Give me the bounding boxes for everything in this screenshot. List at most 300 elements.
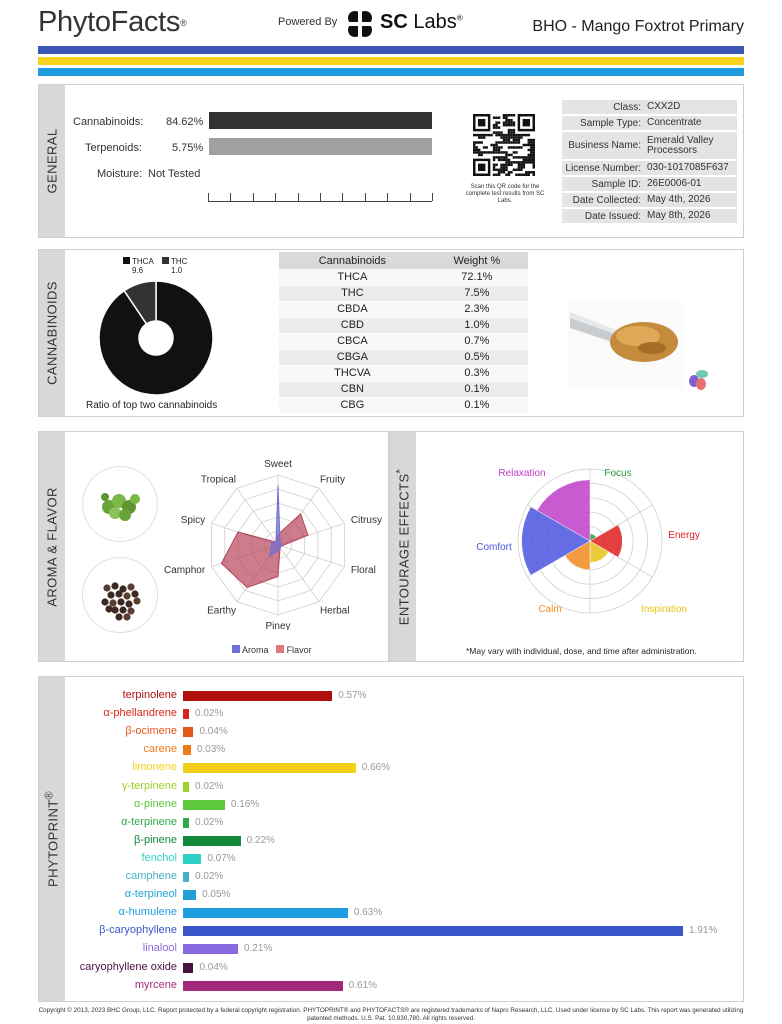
terpene-value: 0.22% bbox=[246, 834, 275, 846]
peppercorn bbox=[117, 598, 124, 605]
qr-module bbox=[505, 124, 507, 126]
info-value: 26E0006-01 bbox=[644, 177, 737, 191]
qr-module bbox=[515, 141, 517, 143]
qr-module bbox=[530, 161, 532, 163]
qr-module bbox=[533, 141, 535, 143]
qr-module bbox=[520, 166, 522, 168]
info-key: Sample ID: bbox=[562, 177, 644, 191]
terpene-value: 0.04% bbox=[199, 726, 228, 738]
aroma-series bbox=[270, 486, 282, 557]
terpene-bar bbox=[183, 818, 189, 828]
qr-module bbox=[498, 159, 500, 161]
qr-module bbox=[528, 134, 530, 136]
terpene-value: 0.16% bbox=[230, 798, 260, 810]
peppercorn bbox=[119, 606, 126, 613]
qr-module bbox=[513, 136, 515, 138]
axis-tick bbox=[365, 193, 366, 201]
qr-module bbox=[510, 141, 512, 143]
qr-module bbox=[508, 124, 510, 126]
cannabinoid-name: CBCA bbox=[279, 333, 426, 349]
info-key: Date Collected: bbox=[562, 193, 644, 207]
qr-module bbox=[518, 136, 520, 138]
qr-module bbox=[478, 141, 480, 143]
cannabinoids-table bbox=[279, 252, 528, 414]
qr-module bbox=[493, 159, 495, 161]
qr-module bbox=[518, 161, 520, 163]
qr-module bbox=[533, 146, 535, 148]
cannabinoid-weight: 0.1% bbox=[426, 381, 528, 397]
qr-module bbox=[480, 154, 482, 156]
stripe-blue bbox=[38, 46, 744, 54]
axis-tick bbox=[387, 193, 388, 201]
qr-module bbox=[515, 156, 517, 158]
copyright-footer: Copyright © 2013, 2023 BHC Group, LLC. Report protected by a federal copyright registration. PHYTOPRINT® and PHYTOFACTS® are registered trademarks of Napro Research, LLC. Used under license by SC Labs. This report was generated utilizing patented methods. U.S. Pat. 10,830,780. All rights reserved. bbox=[38, 1007, 744, 1022]
entourage-tab bbox=[390, 432, 416, 661]
qr-module bbox=[490, 134, 492, 136]
qr-module bbox=[528, 171, 530, 173]
terpene-bar bbox=[183, 691, 332, 701]
qr-module bbox=[498, 156, 500, 158]
qr-module bbox=[500, 164, 502, 166]
qr-module bbox=[500, 151, 502, 153]
terpene-label: α-terpineol bbox=[124, 888, 177, 901]
qr-module bbox=[513, 131, 515, 133]
terpene-bar bbox=[183, 981, 343, 991]
cannabinoid-row bbox=[279, 317, 528, 333]
qr-module bbox=[525, 171, 527, 173]
qr-module bbox=[493, 124, 495, 126]
qr-module bbox=[518, 134, 520, 136]
qr-module bbox=[520, 161, 522, 163]
radar-axis-label: Piney bbox=[265, 621, 291, 630]
terpene-bar bbox=[183, 727, 193, 737]
qr-module bbox=[473, 146, 475, 148]
qr-module bbox=[533, 166, 535, 168]
qr-module bbox=[480, 136, 482, 138]
info-value: May 8th, 2026 bbox=[644, 209, 737, 223]
qr-module bbox=[525, 134, 527, 136]
terpene-bar bbox=[183, 944, 238, 954]
col-cannabinoids: Cannabinoids bbox=[279, 252, 426, 269]
qr-module bbox=[523, 159, 525, 161]
qr-module bbox=[530, 144, 532, 146]
qr-module bbox=[505, 121, 507, 123]
terpene-label: α-terpinene bbox=[121, 815, 177, 828]
legend-thc: THC 1.0 bbox=[162, 257, 187, 275]
terpene-bar bbox=[183, 709, 189, 719]
qr-module bbox=[495, 141, 497, 143]
hops-image bbox=[82, 466, 158, 542]
qr-module bbox=[495, 164, 497, 166]
cannabinoids-value: 84.62% bbox=[166, 116, 204, 128]
cannabinoids-bar bbox=[209, 112, 432, 129]
qr-module bbox=[500, 131, 502, 133]
qr-module bbox=[520, 136, 522, 138]
qr-module bbox=[513, 141, 515, 143]
qr-module bbox=[493, 156, 495, 158]
qr-module bbox=[533, 164, 535, 166]
entourage-note: *May vary with individual, dose, and time after administration. bbox=[466, 646, 697, 656]
qr-module bbox=[493, 169, 495, 171]
qr-module bbox=[528, 174, 530, 176]
qr-module bbox=[513, 156, 515, 158]
general-axis bbox=[208, 194, 432, 202]
qr-module bbox=[493, 151, 495, 153]
qr-module bbox=[480, 151, 482, 153]
qr-module bbox=[483, 134, 485, 136]
qr-module bbox=[480, 141, 482, 143]
qr-module bbox=[498, 126, 500, 128]
qr-module bbox=[503, 166, 505, 168]
qr-module bbox=[503, 151, 505, 153]
cannabinoid-weight: 0.3% bbox=[426, 365, 528, 381]
terpene-bar bbox=[183, 763, 356, 773]
qr-module bbox=[518, 156, 520, 158]
cannabinoids-tab bbox=[39, 250, 65, 416]
qr-module bbox=[528, 154, 530, 156]
terpene-label: linalool bbox=[142, 942, 177, 955]
terpene-bar bbox=[183, 908, 348, 918]
qr-module bbox=[508, 136, 510, 138]
qr-module bbox=[495, 144, 497, 146]
flavor-legend-label: Flavor bbox=[286, 645, 312, 655]
terpene-bar bbox=[183, 926, 683, 936]
radar-axis-label: Sweet bbox=[264, 459, 292, 470]
cannabinoid-weight: 0.5% bbox=[426, 349, 528, 365]
terpene-bar bbox=[183, 782, 189, 792]
qr-module bbox=[520, 134, 522, 136]
qr-module bbox=[473, 151, 475, 153]
qr-module bbox=[530, 159, 532, 161]
product-title: BHO - Mango Foxtrot Primary bbox=[532, 18, 744, 35]
qr-finder-core bbox=[478, 119, 485, 126]
qr-module bbox=[503, 124, 505, 126]
qr-module bbox=[533, 139, 535, 141]
peppercorn bbox=[107, 591, 114, 598]
qr-module bbox=[493, 149, 495, 151]
qr-module bbox=[503, 164, 505, 166]
qr-module bbox=[530, 146, 532, 148]
qr-module bbox=[495, 151, 497, 153]
qr-module bbox=[515, 174, 517, 176]
qr-module bbox=[500, 146, 502, 148]
effect-label-calm: Calm bbox=[538, 604, 562, 615]
qr-module bbox=[525, 144, 527, 146]
cannabinoid-name: CBDA bbox=[279, 301, 426, 317]
radar-spoke bbox=[278, 545, 319, 602]
qr-module bbox=[505, 174, 507, 176]
qr-module bbox=[523, 156, 525, 158]
qr-module bbox=[515, 136, 517, 138]
qr-module bbox=[533, 156, 535, 158]
qr-module bbox=[510, 161, 512, 163]
axis-tick bbox=[230, 193, 231, 201]
qr-module bbox=[513, 124, 515, 126]
info-row bbox=[562, 132, 737, 159]
info-row bbox=[562, 161, 737, 175]
radar-axis-label: Earthy bbox=[207, 605, 237, 617]
qr-module bbox=[475, 141, 477, 143]
terpene-value: 0.57% bbox=[338, 690, 367, 701]
cannabinoid-name: CBGA bbox=[279, 349, 426, 365]
peppercorn bbox=[131, 590, 138, 597]
cannabinoid-name: CBD bbox=[279, 317, 426, 333]
terpene-value: 0.02% bbox=[195, 871, 224, 882]
legend-thca-swatch bbox=[123, 257, 130, 264]
qr-module bbox=[490, 151, 492, 153]
peppercorn bbox=[127, 607, 134, 614]
qr-module bbox=[495, 124, 497, 126]
qr-module bbox=[505, 139, 507, 141]
qr-module bbox=[493, 146, 495, 148]
qr-module bbox=[483, 151, 485, 153]
qr-module bbox=[520, 156, 522, 158]
cannabinoid-ratio-donut bbox=[98, 280, 214, 396]
terpene-label: terpinolene bbox=[122, 689, 177, 701]
peppercorn bbox=[123, 613, 130, 620]
qr-module bbox=[478, 151, 480, 153]
qr-module bbox=[533, 151, 535, 153]
qr-module bbox=[528, 149, 530, 151]
qr-module bbox=[498, 174, 500, 176]
qr-module bbox=[505, 134, 507, 136]
effect-label-inspiration: Inspiration bbox=[640, 604, 688, 615]
qr-module bbox=[520, 146, 522, 148]
axis-tick bbox=[253, 193, 254, 201]
qr-module bbox=[493, 166, 495, 168]
aroma-flavor-radar bbox=[160, 454, 390, 630]
radar-axis-label: Floral bbox=[350, 565, 376, 577]
qr-module bbox=[475, 134, 477, 136]
qr-module bbox=[505, 114, 507, 116]
info-key: Sample Type: bbox=[562, 116, 644, 130]
radar-axis-label: Camphor bbox=[164, 565, 206, 577]
qr-module bbox=[508, 129, 510, 131]
info-key: Date Issued: bbox=[562, 209, 644, 223]
qr-module bbox=[498, 169, 500, 171]
axis-tick bbox=[298, 193, 299, 201]
qr-module bbox=[505, 166, 507, 168]
qr-module bbox=[508, 141, 510, 143]
radar-axis-label: Tropical bbox=[200, 474, 237, 486]
terpene-bar bbox=[183, 963, 193, 973]
qr-module bbox=[523, 166, 525, 168]
effect-label-comfort: Comfort bbox=[476, 542, 512, 553]
aroma-section-label: AROMA & FLAVOR bbox=[44, 486, 60, 607]
cannabinoid-row bbox=[279, 285, 528, 301]
terpene-label: β-ocimene bbox=[125, 725, 177, 738]
qr-module bbox=[478, 134, 480, 136]
qr-module bbox=[530, 141, 532, 143]
cannabinoid-row bbox=[279, 365, 528, 381]
qr-module bbox=[503, 116, 505, 118]
terpene-label: fenchol bbox=[141, 851, 177, 864]
qr-module bbox=[523, 134, 525, 136]
qr-module bbox=[488, 151, 490, 153]
qr-module bbox=[530, 156, 532, 158]
qr-module bbox=[533, 144, 535, 146]
qr-module bbox=[495, 174, 497, 176]
qr-module bbox=[503, 159, 505, 161]
qr-code-icon[interactable] bbox=[473, 114, 535, 176]
qr-module bbox=[500, 156, 502, 158]
qr-module bbox=[493, 126, 495, 128]
qr-module bbox=[528, 141, 530, 143]
qr-module bbox=[495, 116, 497, 118]
qr-module bbox=[513, 151, 515, 153]
aroma-legend-label: Aroma bbox=[242, 645, 269, 655]
qr-module bbox=[498, 151, 500, 153]
qr-module bbox=[478, 149, 480, 151]
qr-module bbox=[505, 156, 507, 158]
qr-module bbox=[530, 151, 532, 153]
qr-module bbox=[518, 146, 520, 148]
qr-module bbox=[475, 151, 477, 153]
qr-module bbox=[485, 134, 487, 136]
cannabinoid-row bbox=[279, 333, 528, 349]
product-photo bbox=[566, 300, 686, 392]
info-value: Concentrate bbox=[644, 116, 737, 130]
qr-module bbox=[473, 141, 475, 143]
cannabinoid-row bbox=[279, 301, 528, 317]
qr-module bbox=[528, 161, 530, 163]
terpenoids-label: Terpenoids: bbox=[85, 142, 142, 154]
terpene-label: carene bbox=[143, 743, 177, 756]
aroma-legend bbox=[232, 645, 312, 655]
qr-module bbox=[528, 139, 530, 141]
qr-module bbox=[518, 166, 520, 168]
qr-module bbox=[483, 146, 485, 148]
qr-module bbox=[503, 171, 505, 173]
qr-module bbox=[533, 171, 535, 173]
qr-module bbox=[505, 141, 507, 143]
qr-module bbox=[493, 116, 495, 118]
entourage-section-label: ENTOURAGE EFFECTS* bbox=[394, 468, 412, 625]
qr-module bbox=[523, 161, 525, 163]
terpene-bar bbox=[183, 872, 189, 882]
terpene-value: 0.02% bbox=[195, 780, 224, 792]
terpene-value: 0.02% bbox=[195, 816, 224, 828]
qr-module bbox=[530, 154, 532, 156]
info-row bbox=[562, 177, 737, 191]
qr-module bbox=[493, 131, 495, 133]
qr-module bbox=[503, 139, 505, 141]
cannabinoid-name: THC bbox=[279, 285, 426, 301]
terpene-label: limonene bbox=[132, 761, 177, 774]
qr-module bbox=[515, 146, 517, 148]
qr-module bbox=[533, 174, 535, 176]
axis-tick bbox=[342, 193, 343, 201]
qr-module bbox=[510, 131, 512, 133]
hops-icon bbox=[83, 467, 159, 543]
peppercorn bbox=[115, 590, 122, 597]
aroma-legend-swatch bbox=[232, 645, 240, 653]
info-value: May 4th, 2026 bbox=[644, 193, 737, 207]
terpenoids-value: 5.75% bbox=[172, 142, 204, 154]
qr-module bbox=[498, 146, 500, 148]
radar-axis-label: Citrusy bbox=[350, 514, 382, 526]
radar-spoke bbox=[278, 545, 345, 567]
qr-module bbox=[525, 159, 527, 161]
qr-module bbox=[495, 146, 497, 148]
qr-module bbox=[508, 121, 510, 123]
info-key: License Number: bbox=[562, 161, 644, 175]
qr-module bbox=[513, 161, 515, 163]
qr-module bbox=[510, 154, 512, 156]
qr-module bbox=[485, 146, 487, 148]
qr-module bbox=[533, 154, 535, 156]
qr-module bbox=[530, 171, 532, 173]
qr-module bbox=[485, 151, 487, 153]
qr-module bbox=[508, 119, 510, 121]
peppercorn bbox=[101, 598, 108, 605]
info-row bbox=[562, 100, 737, 114]
flavor-legend-swatch bbox=[276, 645, 284, 653]
col-weight: Weight % bbox=[426, 252, 528, 269]
peppercorn bbox=[111, 606, 118, 613]
qr-module bbox=[518, 141, 520, 143]
terpene-bar bbox=[183, 800, 225, 810]
aroma-tab bbox=[39, 432, 65, 661]
qr-module bbox=[513, 129, 515, 131]
general-section-label: GENERAL bbox=[44, 128, 60, 194]
qr-module bbox=[508, 171, 510, 173]
phytoprint-section-label: PHYTOPRINT® bbox=[43, 791, 61, 887]
info-key: Class: bbox=[562, 100, 644, 114]
qr-caption: Scan this QR code for the complete test results from SC Labs. bbox=[465, 184, 545, 204]
info-row bbox=[562, 209, 737, 223]
terpene-value: 0.21% bbox=[243, 943, 273, 955]
terpene-label: γ-terpinene bbox=[121, 779, 177, 792]
qr-module bbox=[523, 174, 525, 176]
qr-module bbox=[495, 156, 497, 158]
qr-module bbox=[493, 174, 495, 176]
qr-module bbox=[525, 174, 527, 176]
qr-module bbox=[475, 149, 477, 151]
info-value: Emerald Valley Processors bbox=[644, 132, 737, 159]
qr-module bbox=[498, 171, 500, 173]
qr-module bbox=[508, 146, 510, 148]
cannabinoids-label: Cannabinoids: bbox=[73, 116, 144, 128]
qr-module bbox=[518, 169, 520, 171]
entourage-effects-chart bbox=[460, 458, 720, 624]
terpene-value: 0.66% bbox=[361, 762, 391, 774]
qr-module bbox=[528, 159, 530, 161]
qr-module bbox=[503, 141, 505, 143]
info-row bbox=[562, 193, 737, 207]
qr-module bbox=[478, 136, 480, 138]
terpene-label: caryophyllene oxide bbox=[79, 960, 177, 973]
peppercorn bbox=[109, 599, 116, 606]
terpene-bar bbox=[183, 836, 241, 846]
qr-module bbox=[503, 169, 505, 171]
qr-module bbox=[508, 131, 510, 133]
qr-module bbox=[510, 129, 512, 131]
axis-tick bbox=[208, 193, 209, 201]
terpene-value: 0.04% bbox=[199, 961, 228, 973]
axis-tick bbox=[320, 193, 321, 201]
legend-thc-swatch bbox=[162, 257, 169, 264]
qr-module bbox=[488, 134, 490, 136]
peppercorn bbox=[123, 592, 130, 599]
peppercorn bbox=[105, 605, 112, 612]
qr-module bbox=[530, 149, 532, 151]
qr-module bbox=[528, 144, 530, 146]
sc-labs-logo-icon bbox=[345, 10, 375, 38]
qr-module bbox=[483, 136, 485, 138]
qr-module bbox=[525, 161, 527, 163]
qr-module bbox=[515, 151, 517, 153]
